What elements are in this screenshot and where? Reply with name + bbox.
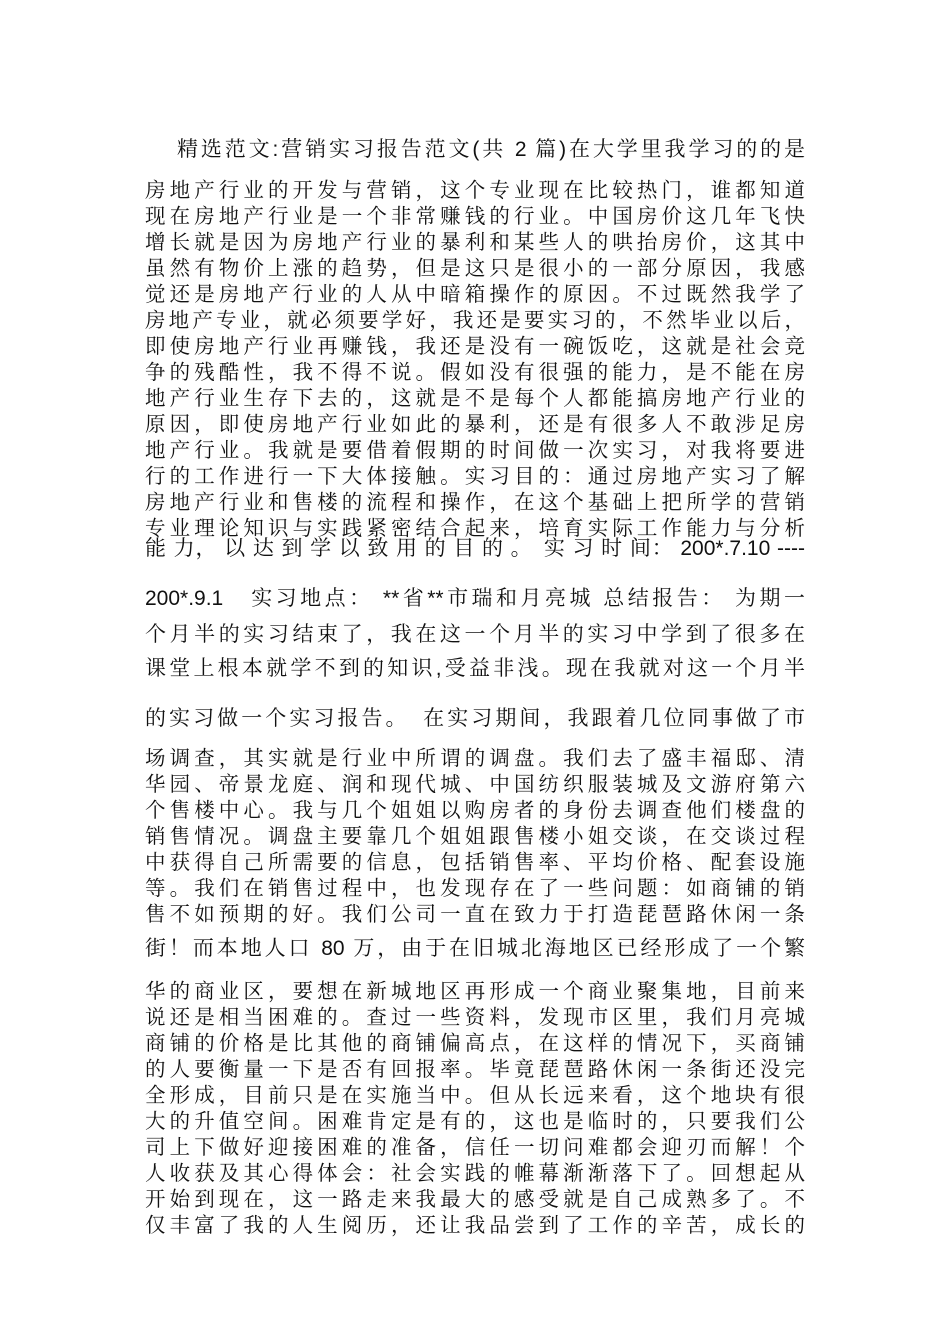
text-line: 地产行业生存下去的，这就是不是每个人都能搞房地产行业的 (145, 386, 805, 410)
text-line: 司上下做好迎接困难的准备，信任一切问难都会迎刃而解！个 (145, 1135, 805, 1159)
text-line: 华的商业区，要想在新城地区再形成一个商业聚集地，目前来 (145, 979, 805, 1003)
text-line: 原因，即使房地产行业如此的暴利，还是有很多人不敢涉足房 (145, 412, 805, 436)
text-line: 房地产行业的开发与营销，这个专业现在比较热门，谁都知道 (145, 178, 805, 202)
text-line: 场调查，其实就是行业中所谓的调盘。我们去了盛丰福邸、清 (145, 746, 805, 770)
text-line: 中获得自己所需要的信息，包括销售率、平均价格、配套设施 (145, 850, 805, 874)
text-line: 的人要衡量一下是否有回报率。毕竟琵琶路休闲一条街还没完 (145, 1057, 805, 1081)
text-line: 200*.9.1 实习地点： **省**市瑞和月亮城 总结报告： 为期一 (145, 587, 805, 610)
text-line: 即使房地产行业再赚钱，我还是没有一碗饭吃，这就是社会竞 (145, 334, 805, 358)
text-line: 房地产专业，就必须要学好，我还是要实习的，不然毕业以后， (145, 308, 805, 332)
text-line: 争的残酷性，我不得不说。假如没有很强的能力，是不能在房 (145, 360, 805, 384)
text-line: 能 力， 以 达 到 学 以 致 用 的 目 的 。 实 习 时 间： 200*.7.10 ---- (145, 537, 805, 560)
text-line: 人收获及其心得体会：社会实践的帷幕渐渐落下了。回想起从 (145, 1161, 805, 1185)
text-line: 销售情况。调盘主要靠几个姐姐跟售楼小姐交谈，在交谈过程 (145, 824, 805, 848)
text-line: 商铺的价格是比其他的商铺偏高点，在这样的情况下，买商铺 (145, 1031, 805, 1055)
text-line: 现在房地产行业是一个非常赚钱的行业。中国房价这几年飞快 (145, 204, 805, 228)
text-line: 开始到现在，这一路走来我最大的感受就是自己成熟多了。不 (145, 1187, 805, 1211)
text-line: 专业理论知识与实践紧密结合起来，培育实际工作能力与分析 (145, 516, 805, 540)
text-line: 精选范文:营销实习报告范文(共 2 篇)在大学里我学习的的是 (177, 138, 805, 161)
text-line: 课堂上根本就学不到的知识,受益非浅。现在我就对这一个月半 (145, 657, 805, 680)
text-line: 的实习做一个实习报告。 在实习期间，我跟着几位同事做了市 (145, 707, 805, 730)
text-line: 个月半的实习结束了，我在这一个月半的实习中学到了很多在 (145, 623, 805, 646)
text-line: 增长就是因为房地产行业的暴利和某些人的哄抬房价，这其中 (145, 230, 805, 254)
text-line: 个售楼中心。我与几个姐姐以购房者的身份去调查他们楼盘的 (145, 798, 805, 822)
text-line: 售不如预期的好。我们公司一直在致力于打造琵琶路休闲一条 (145, 902, 805, 926)
text-line: 觉还是房地产行业的人从中暗箱操作的原因。不过既然我学了 (145, 282, 805, 306)
text-line: 全形成，目前只是在实施当中。但从长远来看，这个地块有很 (145, 1083, 805, 1107)
text-line: 说还是相当困难的。查过一些资料，发现市区里，我们月亮城 (145, 1005, 805, 1029)
text-line: 大的升值空间。困难肯定是有的，这也是临时的，只要我们公 (145, 1109, 805, 1133)
text-line: 地产行业。我就是要借着假期的时间做一次实习，对我将要进 (145, 438, 805, 462)
text-line: 仅丰富了我的人生阅历，还让我品尝到了工作的辛苦，成长的 (145, 1213, 805, 1237)
text-line: 华园、帝景龙庭、润和现代城、中国纺织服装城及文游府第六 (145, 772, 805, 796)
text-line: 等。我们在销售过程中，也发现存在了一些问题：如商铺的销 (145, 876, 805, 900)
text-line: 行的工作进行一下大体接触。实习目的：通过房地产实习了解 (145, 464, 805, 488)
text-line: 房地产行业和售楼的流程和操作，在这个基础上把所学的营销 (145, 490, 805, 514)
text-line: 虽然有物价上涨的趋势，但是这只是很小的一部分原因，我感 (145, 256, 805, 280)
text-line: 街！而本地人口 80 万，由于在旧城北海地区已经形成了一个繁 (145, 937, 805, 960)
